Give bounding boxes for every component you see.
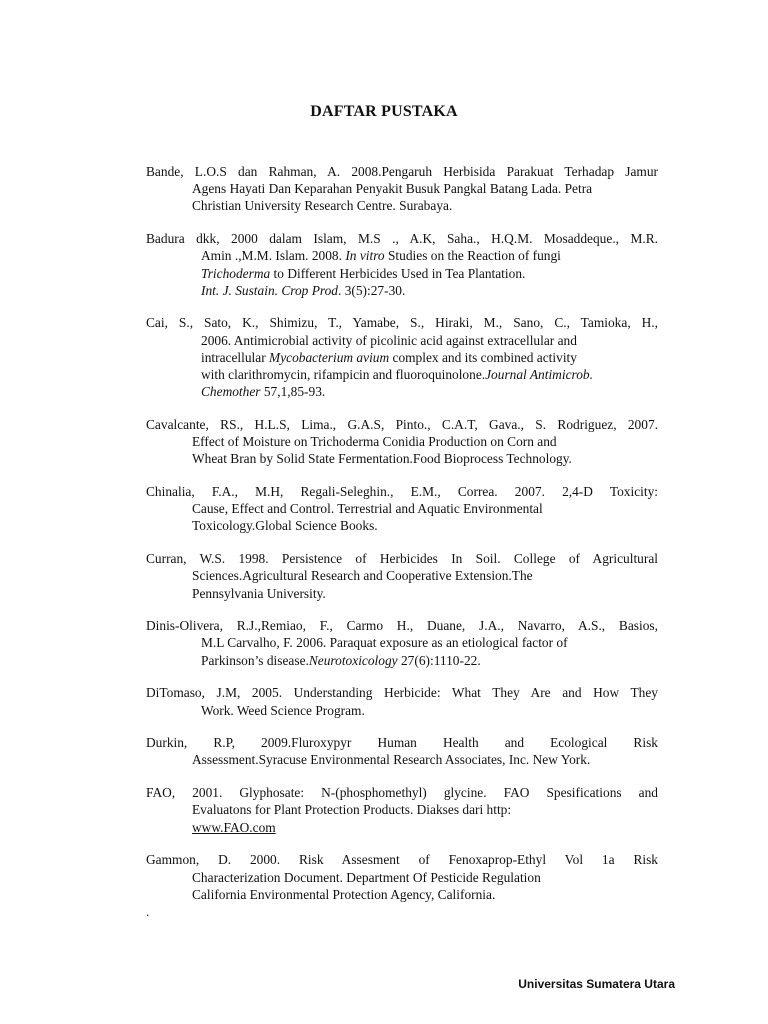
stray-mark: . [146,904,150,919]
footer-university-name: Universitas Sumatera Utara [518,977,675,991]
journal-name: Journal Antimicrob. [485,367,593,383]
reference-line: Wheat Bran by Solid State Fermentation.Food Bioprocess Technology. [192,451,572,467]
reference-line: Characterization Document. Department Of Pesticide Regulation [192,869,541,885]
reference-line: Chinalia, F.A., M.H, Regali-Seleghin., E.M., Correa. 2007. 2,4-D Toxicity: [146,484,658,500]
reference-line: 2006. Antimicrobial activity of picolinic acid against extracellular and [201,332,577,348]
reference-line: Gammon, D. 2000. Risk Assesment of Fenoxaprop-Ethyl Vol 1a Risk [146,852,658,868]
reference-line: Badura dkk, 2000 dalam Islam, M.S ., A.K, Saha., H.Q.M. Mosaddeque., M.R. [146,231,658,247]
reference-entry-cavalcante [146,416,658,468]
reference-line [146,282,658,299]
reference-line: Toxicology.Global Science Books. [192,518,378,534]
reference-line: Cai, S., Sato, K., Shimizu, T., Yamabe, S., Hiraki, M., Sano, C., Tamioka, H., [146,315,658,331]
reference-italic-text: Mycobacterium avium [269,349,390,365]
reference-text: Parkinson’s disease. [201,652,309,668]
reference-line: Bande, L.O.S dan Rahman, A. 2008.Pengaruh Herbisida Parakuat Terhadap Jamur [146,164,658,179]
reference-line: Pennsylvania University. [192,585,326,601]
reference-text: complex and its combined activity [389,349,577,365]
reference-line: Curran, W.S. 1998. Persistence of Herbicides In Soil. College of Agricultural [146,551,658,567]
reference-line: Agens Hayati Dan Keparahan Penyakit Busuk Pangkal Batang Lada. Petra [192,181,593,197]
reference-line [146,819,658,836]
reference-text: intracellular [201,349,270,365]
reference-line: Sciences.Agricultural Research and Cooperative Extension.The [192,568,533,584]
reference-text: 57,1,85-93. [260,384,326,400]
reference-list [146,163,658,918]
reference-entry-durkin [146,734,658,768]
reference-line [146,265,658,282]
reference-text: 27(6):1110-22. [397,652,481,668]
reference-entry-gammon [146,851,658,903]
reference-line: Effect of Moisture on Trichoderma Conidia Production on Corn and [192,434,557,450]
reference-text: Studies on the Reaction of fungi [384,248,561,264]
reference-text: Amin .,M.M. Islam. 2008. [201,248,346,264]
reference-line: Evaluatons for Plant Protection Products. Diakses dari http: [192,802,512,818]
reference-line [146,366,658,383]
page-title: DAFTAR PUSTAKA [310,103,458,120]
reference-line: DiTomaso, J.M, 2005. Understanding Herbicide: What They Are and How They [146,685,658,701]
reference-italic-text: In vitro [345,248,385,264]
reference-text: . 3(5):27-30. [338,282,406,298]
reference-line: Assessment.Syracuse Environmental Research Associates, Inc. New York. [192,752,591,768]
reference-line: M.L Carvalho, F. 2006. Paraquat exposure as an etiological factor of [201,635,568,651]
reference-line: Cavalcante, RS., H.L.S, Lima., G.A.S, Pinto., C.A.T, Gava., S. Rodriguez, 2007. [146,416,658,432]
reference-entry-curran [146,550,658,602]
reference-entry-chinalia [146,483,658,535]
journal-name: Neurotoxicology [308,652,398,668]
reference-line [146,247,658,264]
reference-entry-badura [146,230,658,299]
journal-name: Int. J. Sustain. Crop Prod [201,282,339,298]
journal-name: Chemother [201,384,261,400]
reference-line: California Environmental Protection Agency, California. [192,886,496,902]
reference-line: Dinis-Olivera, R.J.,Remiao, F., Carmo H., Duane, J.A., Navarro, A.S., Basios, [146,618,658,634]
reference-line: Durkin, R.P, 2009.Fluroxypyr Human Health and Ecological Risk [146,735,658,751]
fao-website-link[interactable]: www.FAO.com [192,819,276,835]
reference-entry-bande [146,163,658,215]
reference-italic-text: Trichoderma [201,265,271,281]
reference-entry-dinis-olivera [146,617,658,669]
reference-text: with clarithromycin, rifampicin and fluoroquinolone. [201,367,486,383]
reference-text: to Different Herbicides Used in Tea Plantation. [270,265,526,281]
reference-line [146,383,658,400]
reference-line: Work. Weed Science Program. [201,702,365,718]
reference-entry-fao [146,784,658,836]
reference-line [146,349,658,366]
reference-entry-ditomaso [146,684,658,718]
reference-line: FAO, 2001. Glyphosate: N-(phosphomethyl) glycine. FAO Spesifications and [146,785,658,801]
reference-line: Cause, Effect and Control. Terrestrial and Aquatic Environmental [192,501,543,517]
reference-line [146,652,658,669]
reference-line: Christian University Research Centre. Surabaya. [192,198,453,214]
reference-entry-cai [146,314,658,400]
